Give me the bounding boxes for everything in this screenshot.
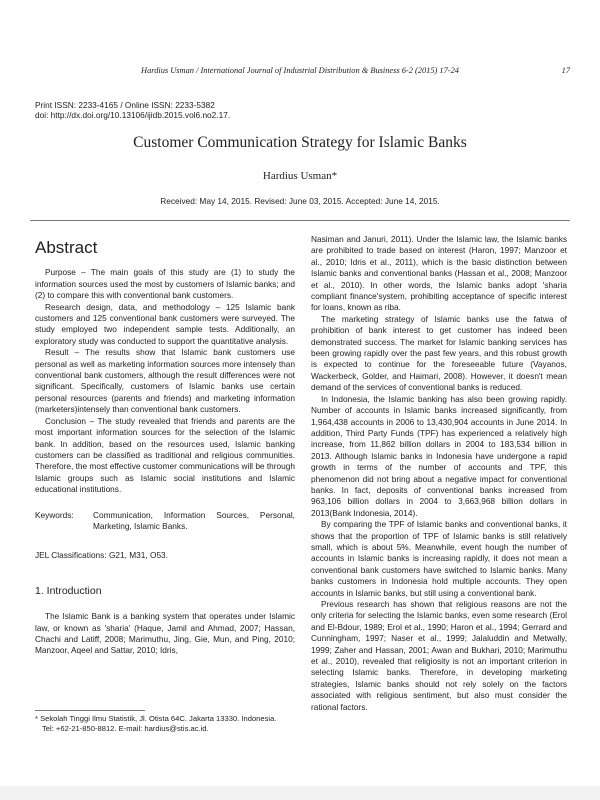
jel-label: JEL Classifications: [35, 550, 107, 561]
section-heading-introduction: 1. Introduction [35, 584, 102, 597]
article-dates: Received: May 14, 2015. Revised: June 03, 2015. Accepted: June 14, 2015. [160, 196, 440, 206]
body-paragraph: In Indonesia, the Islamic banking has also been growing rapidly. Number of accounts in Islamic banks increased significantly, from 1,964,438 accounts in 2006 to 13,430,904 accounts in June 2014. In addition, Third Party Funds (TPF) has experienced a relatively high increase, from 11,862 billion dollars in 2004 to 183,534 billion in 2013. Although Islamic banks in Indonesia have undergone a rapid growth in terms of the number of accounts and TPF, this phenomenon did not bring about a negative impact for conventional banks. In fact, deposits of conventional banks increased from 963,106 billion dollars in 2004 to 3,663,968 billion dollars in 2013(Bank Indonesia, 2014). [311, 393, 567, 518]
abstract-text: – 125 Islamic bank customers and 125 conventional bank customers were surveyed. The study employed two independent sample tests. Additionally, an exploratory study was conducted to support the quantitative analysis. [35, 301, 295, 346]
keywords-text: Communication, Information Sources, Personal, Marketing, Islamic Banks. [93, 509, 295, 531]
header-divider [30, 220, 570, 221]
abstract-text: – The study revealed that friends and parents are the most important information sources for the selection of the Islamic bank. In addition, based on the resources used, Islamic banking customers can be classified as traditional and religious communities. Therefore, the most effective customer communications will be through Islamic groups such as Islamic social institutions and Islamic educational institutions. [35, 415, 295, 495]
keywords [35, 510, 295, 533]
abstract-purpose [35, 267, 295, 301]
article-title: Customer Communication Strategy for Islamic Banks [133, 134, 467, 151]
body-paragraph: The marketing strategy of Islamic banks use the fatwa of prohibition of bank interest to get customer has indeed been demonstrated success. The market for Islamic banking services has been growing rapidly over the past few years, and this robust growth is expected to continue for the foreseeable future (Vayanos, Wackerbeck, Golder, and Haimari, 2008). However, it doesn't mean demand of the services of conventional banks is reduced. [311, 313, 567, 393]
left-column [35, 232, 295, 657]
abstract-lead: Purpose [45, 267, 76, 278]
body-paragraph: By comparing the TPF of Islamic banks and conventional banks, it shows that the proportion of TPF of Islamic banks is still relatively small, which is about 5%. Meanwhile, event hough the number of accounts in Islamic banks is increasing rapidly, it does not mean a conventional bank customers have switched to Islamic banks. Many banks customers in Indonesia hold multiple accounts. They open accounts in Islamic banks, but still using a conventional bank. [311, 519, 567, 598]
footnote-contact: Tel: +62-21-850-8812. E-mail: hardius@stis.ac.id. [42, 724, 209, 733]
right-column [311, 234, 567, 713]
footnote-divider [35, 710, 145, 711]
abstract-text: – The results show that Islamic bank customers use personal as well as marketing information sources more intensely than conventional bank customers, although the result differences were not significant. Specifically, customers of Islamic banks use certain personal resources (parents and friends) and marketing information (marketers)intensely than conventional bank customers. [35, 347, 295, 415]
body-paragraph: Previous research has shown that religious reasons are not the only criteria for selecting the Islamic banks, even some research (Erol and El-Bdour, 1989; Erol et al., 1990; Haron et al., 1994; Gerrard and Cunningham, 1997; Naser et al., 1999; Jalaluddin and Metwally, 1999; Zaher and Hassan, 2001; Awan and Bukhari, 2010; Marimuthu et al., 2010), revealed that religiosity is not an important criterion in selecting Islamic banks. Therefore, in developing marketing strategies, Islamic banks should not rely solely on the factors associated with religious sentiment, but also must consider the rational factors. [311, 599, 567, 712]
jel-classifications [35, 550, 295, 561]
abstract-heading: Abstract [35, 238, 98, 257]
abstract-methodology [35, 302, 295, 348]
footnote-affiliation: * Sekolah Tinggi Ilmu Statistik, Jl. Otista 64C. Jakarta 13330. Indonesia. [35, 714, 277, 723]
abstract-lead: Research design, data, and methodology [45, 301, 210, 312]
abstract-result [35, 347, 295, 415]
running-head: Hardius Usman / International Journal of Industrial Distribution & Business 6-2 (2015) 17-24 [141, 66, 459, 75]
page-bottom-margin [0, 786, 600, 800]
abstract-conclusion [35, 416, 295, 496]
article-author: Hardius Usman* [262, 170, 338, 182]
issn-line: Print ISSN: 2233-4165 / Online ISSN: 2233-5382 [35, 100, 215, 110]
body-paragraph: Nasiman and Januri, 2011). Under the Islamic law, the Islamic banks are prohibited to trade based on interest (Haron, 1997; Manzoor et al., 2010; Idris et al., 2011), which is the basic distinction between Islamic banks and conventional banks (Hassan et al., 2008; Manzoor et al., 2010). In other words, the Islamic banks adopt 'sharia compliant finance'system, prohibiting acceptance of specific interest for loans, known as riba. [311, 234, 567, 313]
doi-line: doi: http://dx.doi.org/10.13106/ijidb.2015.vol6.no2.17. [35, 110, 231, 120]
publication-info [35, 100, 230, 120]
abstract-lead: Conclusion [45, 415, 87, 426]
jel-codes: G21, M31, O53. [106, 550, 168, 561]
keywords-label: Keywords: [35, 509, 74, 520]
page-number: 17 [561, 66, 570, 75]
intro-paragraph: The Islamic Bank is a banking system that operates under Islamic law, or known as 'sharia' (Haque, Jamil and Ahmad, 2007; Hassan, Chachi and Latiff, 2008; Marimuthu, Jing, Gie, Mun, and Ping, 2010; Manzoor, Aqeel and Sattar, 2010; Idris, [35, 611, 295, 656]
abstract-text: – The main goals of this study are (1) to study the information sources used the most by customers of Islamic banks; and (2) to compare this with conventional bank customers. [35, 267, 295, 301]
author-footnote [35, 714, 305, 734]
abstract-lead: Result [45, 347, 69, 358]
